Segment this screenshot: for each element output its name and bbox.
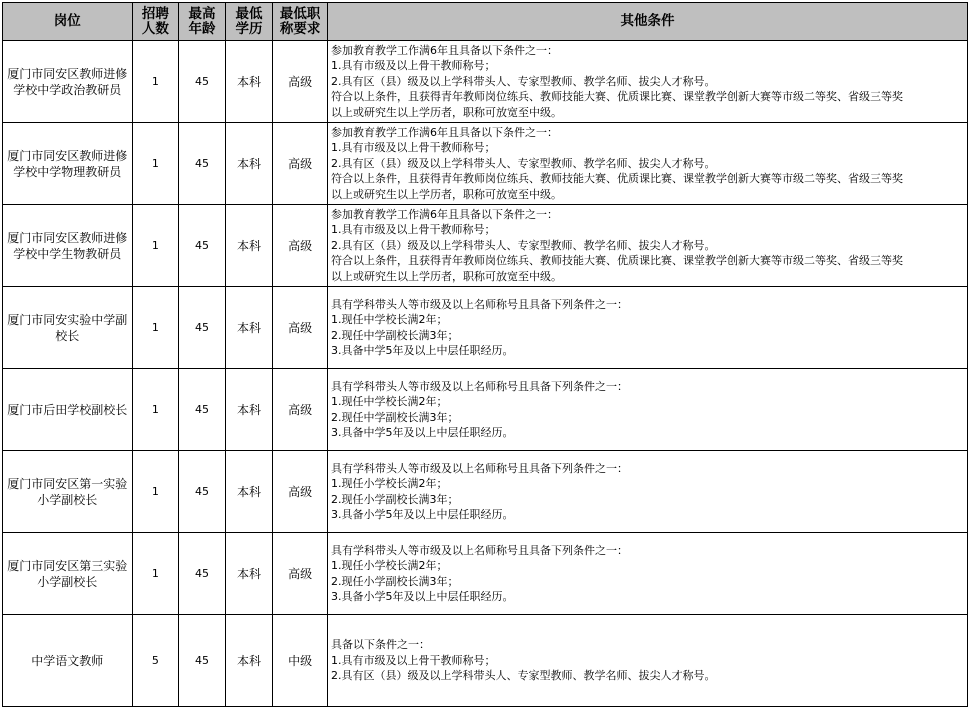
cell-conditions bbox=[328, 533, 968, 615]
cell-post: 厦门市同安区第三实验小学副校长 bbox=[3, 533, 133, 615]
condition-line: 2.具有区（县）级及以上学科带头人、专家型教师、教学名师、拔尖人才称号。 bbox=[331, 669, 716, 683]
condition-line: 具备以下条件之一： bbox=[331, 638, 431, 652]
cell-education: 本科 bbox=[225, 287, 273, 369]
cell-title: 高级 bbox=[273, 533, 328, 615]
cell-conditions bbox=[328, 451, 968, 533]
cell-conditions bbox=[328, 205, 968, 287]
cell-title: 中级 bbox=[273, 615, 328, 707]
cell-title: 高级 bbox=[273, 123, 328, 205]
condition-line: 2.现任小学副校长满3年； bbox=[331, 492, 459, 506]
cell-age: 45 bbox=[179, 615, 226, 707]
cell-education: 本科 bbox=[225, 205, 273, 287]
condition-line: 具有学科带头人等市级及以上名师称号且具备下列条件之一： bbox=[331, 297, 629, 311]
table-row bbox=[3, 451, 968, 533]
cell-education: 本科 bbox=[225, 615, 273, 707]
condition-line: 符合以上条件，且获得青年教师岗位练兵、教师技能大赛、优质课比赛、课堂教学创新大赛等市级二等奖、省级三等奖 bbox=[331, 254, 904, 268]
header-post: 岗位 bbox=[3, 3, 133, 41]
cell-post: 厦门市同安区教师进修学校中学物理教研员 bbox=[3, 123, 133, 205]
cell-age: 45 bbox=[179, 123, 226, 205]
table-row bbox=[3, 41, 968, 123]
cell-count: 1 bbox=[132, 533, 179, 615]
table-row bbox=[3, 205, 968, 287]
condition-line: 1.具有市级及以上骨干教师称号； bbox=[331, 653, 496, 667]
condition-line: 参加教育教学工作满6年且具备以下条件之一： bbox=[331, 207, 559, 221]
condition-line: 3.具备小学5年及以上中层任职经历。 bbox=[331, 508, 514, 521]
cell-count: 1 bbox=[132, 451, 179, 533]
cell-education: 本科 bbox=[225, 123, 273, 205]
condition-line: 以上或研究生以上学历者，职称可放宽至中级。 bbox=[331, 269, 563, 283]
cell-education: 本科 bbox=[225, 533, 273, 615]
header-count: 招聘 人数 bbox=[132, 3, 179, 41]
condition-line: 以上或研究生以上学历者，职称可放宽至中级。 bbox=[331, 187, 563, 201]
cell-education: 本科 bbox=[225, 369, 273, 451]
table-row bbox=[3, 615, 968, 707]
cell-age: 45 bbox=[179, 533, 226, 615]
cell-title: 高级 bbox=[273, 205, 328, 287]
condition-line: 符合以上条件，且获得青年教师岗位练兵、教师技能大赛、优质课比赛、课堂教学创新大赛等市级二等奖、省级三等奖 bbox=[331, 172, 904, 186]
cell-conditions bbox=[328, 123, 968, 205]
cell-post: 厦门市同安区教师进修学校中学政治教研员 bbox=[3, 41, 133, 123]
header-age: 最高 年龄 bbox=[179, 3, 226, 41]
condition-line: 1.具有市级及以上骨干教师称号； bbox=[331, 59, 496, 73]
condition-line: 2.现任中学副校长满3年； bbox=[331, 410, 459, 424]
cell-count: 1 bbox=[132, 41, 179, 123]
cell-age: 45 bbox=[179, 287, 226, 369]
condition-line: 1.现任中学校长满2年； bbox=[331, 395, 448, 408]
cell-post: 厦门市同安区第一实验小学副校长 bbox=[3, 451, 133, 533]
cell-title: 高级 bbox=[273, 287, 328, 369]
table-row bbox=[3, 123, 968, 205]
condition-line: 3.具备中学5年及以上中层任职经历。 bbox=[331, 344, 514, 357]
cell-conditions bbox=[328, 41, 968, 123]
condition-line: 具有学科带头人等市级及以上名师称号且具备下列条件之一： bbox=[331, 461, 629, 475]
table-row bbox=[3, 369, 968, 451]
condition-line: 1.具有市级及以上骨干教师称号； bbox=[331, 141, 496, 155]
cell-post: 厦门市后田学校副校长 bbox=[3, 369, 133, 451]
cell-count: 1 bbox=[132, 123, 179, 205]
cell-count: 1 bbox=[132, 205, 179, 287]
cell-age: 45 bbox=[179, 369, 226, 451]
condition-line: 3.具备中学5年及以上中层任职经历。 bbox=[331, 426, 514, 439]
condition-line: 1.具有市级及以上骨干教师称号； bbox=[331, 223, 496, 237]
cell-age: 45 bbox=[179, 205, 226, 287]
condition-line: 2.现任中学副校长满3年； bbox=[331, 328, 459, 342]
table-row bbox=[3, 533, 968, 615]
cell-age: 45 bbox=[179, 451, 226, 533]
cell-count: 5 bbox=[132, 615, 179, 707]
cell-post: 中学语文教师 bbox=[3, 615, 133, 707]
cell-post: 厦门市同安区教师进修学校中学生物教研员 bbox=[3, 205, 133, 287]
cell-education: 本科 bbox=[225, 451, 273, 533]
table-row bbox=[3, 287, 968, 369]
cell-title: 高级 bbox=[273, 369, 328, 451]
recruitment-table bbox=[2, 2, 968, 707]
condition-line: 1.现任中学校长满2年； bbox=[331, 313, 448, 326]
condition-line: 具有学科带头人等市级及以上名师称号且具备下列条件之一： bbox=[331, 379, 629, 393]
cell-title: 高级 bbox=[273, 451, 328, 533]
condition-line: 2.具有区（县）级及以上学科带头人、专家型教师、教学名师、拔尖人才称号。 bbox=[331, 156, 716, 170]
condition-line: 2.具有区（县）级及以上学科带头人、专家型教师、教学名师、拔尖人才称号。 bbox=[331, 74, 716, 88]
cell-education: 本科 bbox=[225, 41, 273, 123]
header-title: 最低职 称要求 bbox=[273, 3, 328, 41]
header-education: 最低 学历 bbox=[225, 3, 273, 41]
cell-conditions bbox=[328, 615, 968, 707]
cell-count: 1 bbox=[132, 287, 179, 369]
condition-line: 2.具有区（县）级及以上学科带头人、专家型教师、教学名师、拔尖人才称号。 bbox=[331, 238, 716, 252]
cell-conditions bbox=[328, 369, 968, 451]
header-conditions: 其他条件 bbox=[328, 3, 968, 41]
condition-line: 参加教育教学工作满6年且具备以下条件之一： bbox=[331, 43, 559, 57]
condition-line: 以上或研究生以上学历者，职称可放宽至中级。 bbox=[331, 105, 563, 119]
condition-line: 具有学科带头人等市级及以上名师称号且具备下列条件之一： bbox=[331, 543, 629, 557]
header-row bbox=[3, 3, 968, 41]
condition-line: 参加教育教学工作满6年且具备以下条件之一： bbox=[331, 125, 559, 139]
cell-age: 45 bbox=[179, 41, 226, 123]
condition-line: 3.具备小学5年及以上中层任职经历。 bbox=[331, 590, 514, 603]
cell-post: 厦门市同安实验中学副校长 bbox=[3, 287, 133, 369]
condition-line: 2.现任小学副校长满3年； bbox=[331, 574, 459, 588]
cell-title: 高级 bbox=[273, 41, 328, 123]
cell-count: 1 bbox=[132, 369, 179, 451]
condition-line: 符合以上条件，且获得青年教师岗位练兵、教师技能大赛、优质课比赛、课堂教学创新大赛等市级二等奖、省级三等奖 bbox=[331, 90, 904, 104]
condition-line: 1.现任小学校长满2年； bbox=[331, 559, 448, 572]
cell-conditions bbox=[328, 287, 968, 369]
condition-line: 1.现任小学校长满2年； bbox=[331, 477, 448, 490]
